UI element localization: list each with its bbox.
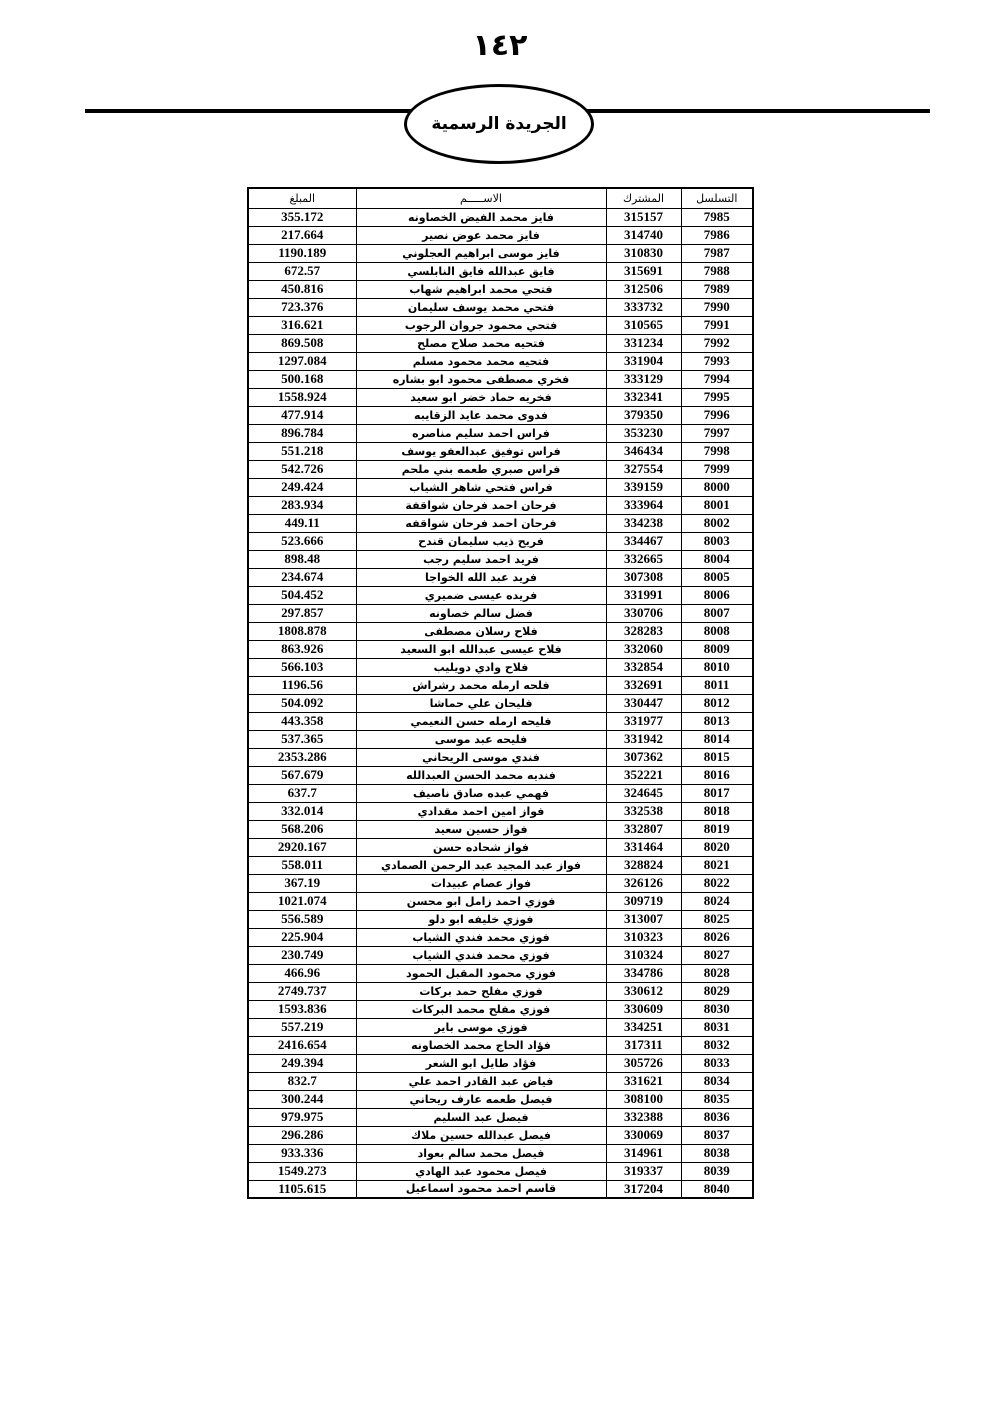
amount-cell: 2749.737	[248, 982, 356, 1000]
subscriber-cell: 331621	[606, 1072, 681, 1090]
serial-cell: 8015	[681, 748, 753, 766]
subscriber-cell: 331991	[606, 586, 681, 604]
amount-cell: 300.244	[248, 1090, 356, 1108]
table-row	[248, 694, 753, 712]
header-serial: التسلسل	[681, 188, 753, 208]
masthead-title: الجريدة الرسمية	[431, 114, 567, 134]
amount-cell: 896.784	[248, 424, 356, 442]
subscriber-cell: 333129	[606, 370, 681, 388]
name-cell: فليحه ارمله حسن النعيمي	[356, 712, 606, 730]
name-cell: فواز عبد المجيد عبد الرحمن الصمادي	[356, 856, 606, 874]
table-row	[248, 298, 753, 316]
name-cell: فوزي خليفه ابو دلو	[356, 910, 606, 928]
subscriber-cell: 330706	[606, 604, 681, 622]
serial-cell: 8032	[681, 1036, 753, 1054]
table-row	[248, 676, 753, 694]
name-cell: فوزي محمد فندي الشياب	[356, 946, 606, 964]
serial-cell: 7995	[681, 388, 753, 406]
amount-cell: 504.092	[248, 694, 356, 712]
serial-cell: 8025	[681, 910, 753, 928]
table-row	[248, 406, 753, 424]
amount-cell: 567.679	[248, 766, 356, 784]
amount-cell: 449.11	[248, 514, 356, 532]
amount-cell: 568.206	[248, 820, 356, 838]
subscriber-cell: 332538	[606, 802, 681, 820]
amount-cell: 863.926	[248, 640, 356, 658]
amount-cell: 296.286	[248, 1126, 356, 1144]
name-cell: فواز عصام عبيدات	[356, 874, 606, 892]
subscriber-cell: 331464	[606, 838, 681, 856]
subscriber-cell: 324645	[606, 784, 681, 802]
amount-cell: 1593.836	[248, 1000, 356, 1018]
name-cell: فراس فتحي شاهر الشياب	[356, 478, 606, 496]
subscriber-cell: 334251	[606, 1018, 681, 1036]
serial-cell: 8033	[681, 1054, 753, 1072]
serial-cell: 8037	[681, 1126, 753, 1144]
subscriber-cell: 317204	[606, 1180, 681, 1198]
serial-cell: 8005	[681, 568, 753, 586]
name-cell: فيصل محمد سالم بعواد	[356, 1144, 606, 1162]
name-cell: فهمي عبده صادق ناصيف	[356, 784, 606, 802]
serial-cell: 8009	[681, 640, 753, 658]
serial-cell: 8008	[681, 622, 753, 640]
name-cell: فخري مصطفى محمود ابو بشاره	[356, 370, 606, 388]
table-row	[248, 370, 753, 388]
amount-cell: 557.219	[248, 1018, 356, 1036]
name-cell: فنديه محمد الحسن العبدالله	[356, 766, 606, 784]
subscriber-cell: 332691	[606, 676, 681, 694]
table-row	[248, 1018, 753, 1036]
serial-cell: 8024	[681, 892, 753, 910]
subscriber-cell: 312506	[606, 280, 681, 298]
table-row	[248, 910, 753, 928]
table-row	[248, 1162, 753, 1180]
name-cell: فراس صبري طعمه بني ملحم	[356, 460, 606, 478]
subscriber-cell: 319337	[606, 1162, 681, 1180]
serial-cell: 8035	[681, 1090, 753, 1108]
subscriber-cell: 331234	[606, 334, 681, 352]
serial-cell: 8030	[681, 1000, 753, 1018]
subscriber-cell: 310830	[606, 244, 681, 262]
table-row	[248, 658, 753, 676]
subscriber-cell: 334238	[606, 514, 681, 532]
table-header-row	[248, 188, 753, 208]
amount-cell: 450.816	[248, 280, 356, 298]
subscriber-cell: 332665	[606, 550, 681, 568]
name-cell: فدوى محمد عايد الزقايبه	[356, 406, 606, 424]
amount-cell: 637.7	[248, 784, 356, 802]
amount-cell: 542.726	[248, 460, 356, 478]
subscriber-cell: 332388	[606, 1108, 681, 1126]
table-row	[248, 514, 753, 532]
name-cell: فتحيه محمد صلاح مصلح	[356, 334, 606, 352]
name-cell: فليحه عبد موسى	[356, 730, 606, 748]
amount-cell: 283.934	[248, 496, 356, 514]
name-cell: فايز محمد الفيض الخصاونه	[356, 208, 606, 226]
serial-cell: 8010	[681, 658, 753, 676]
serial-cell: 7999	[681, 460, 753, 478]
serial-cell: 8013	[681, 712, 753, 730]
table-row	[248, 1108, 753, 1126]
name-cell: فوزي موسى باير	[356, 1018, 606, 1036]
table-row	[248, 820, 753, 838]
table-row	[248, 622, 753, 640]
name-cell: فليحان علي حماشا	[356, 694, 606, 712]
serial-cell: 8029	[681, 982, 753, 1000]
table-row	[248, 442, 753, 460]
table-row	[248, 568, 753, 586]
name-cell: فلاح رسلان مصطفى	[356, 622, 606, 640]
amount-cell: 367.19	[248, 874, 356, 892]
amount-cell: 500.168	[248, 370, 356, 388]
name-cell: فيصل طعمه عارف ريحاني	[356, 1090, 606, 1108]
serial-cell: 8016	[681, 766, 753, 784]
serial-cell: 8001	[681, 496, 753, 514]
subscriber-cell: 328283	[606, 622, 681, 640]
name-cell: فضل سالم خصاونه	[356, 604, 606, 622]
amount-cell: 217.664	[248, 226, 356, 244]
subscriber-cell: 308100	[606, 1090, 681, 1108]
serial-cell: 8019	[681, 820, 753, 838]
subscriber-cell: 307308	[606, 568, 681, 586]
table-row	[248, 766, 753, 784]
subscriber-cell: 326126	[606, 874, 681, 892]
name-cell: فيصل محمود عبد الهادي	[356, 1162, 606, 1180]
name-cell: فريح ذيب سليمان قندح	[356, 532, 606, 550]
name-cell: فندي موسى الريحاني	[356, 748, 606, 766]
masthead-oval	[404, 84, 594, 164]
table-row	[248, 1072, 753, 1090]
table-row	[248, 802, 753, 820]
table-row	[248, 532, 753, 550]
amount-cell: 523.666	[248, 532, 356, 550]
table-row	[248, 550, 753, 568]
name-cell: فخريه حماد خضر ابو سعيد	[356, 388, 606, 406]
name-cell: فايق عبدالله فايق النابلسي	[356, 262, 606, 280]
table-row	[248, 928, 753, 946]
name-cell: فرحان احمد فرحان شواقفة	[356, 496, 606, 514]
name-cell: فتحي محمد يوسف سليمان	[356, 298, 606, 316]
table-row	[248, 352, 753, 370]
subscriber-cell: 313007	[606, 910, 681, 928]
amount-cell: 477.914	[248, 406, 356, 424]
amount-cell: 249.424	[248, 478, 356, 496]
subscriber-cell: 332341	[606, 388, 681, 406]
name-cell: فيصل عبد السليم	[356, 1108, 606, 1126]
name-cell: فراس احمد سليم مناصره	[356, 424, 606, 442]
name-cell: فراس توفيق عبدالعفو يوسف	[356, 442, 606, 460]
serial-cell: 8031	[681, 1018, 753, 1036]
subscriber-cell: 305726	[606, 1054, 681, 1072]
subscriber-cell: 332060	[606, 640, 681, 658]
amount-cell: 504.452	[248, 586, 356, 604]
subscriber-cell: 309719	[606, 892, 681, 910]
amount-cell: 832.7	[248, 1072, 356, 1090]
serial-cell: 8011	[681, 676, 753, 694]
subscriber-cell: 314740	[606, 226, 681, 244]
name-cell: فوزي محمد فندي الشياب	[356, 928, 606, 946]
amount-cell: 466.96	[248, 964, 356, 982]
table-row	[248, 262, 753, 280]
amount-cell: 979.975	[248, 1108, 356, 1126]
table-row	[248, 946, 753, 964]
amount-cell: 297.857	[248, 604, 356, 622]
serial-cell: 7993	[681, 352, 753, 370]
table-row	[248, 1036, 753, 1054]
subscriber-cell: 330612	[606, 982, 681, 1000]
table-row	[248, 478, 753, 496]
table-row	[248, 226, 753, 244]
table-row	[248, 964, 753, 982]
table-row	[248, 244, 753, 262]
serial-cell: 8017	[681, 784, 753, 802]
subscriber-cell: 333732	[606, 298, 681, 316]
table-row	[248, 712, 753, 730]
table-row	[248, 334, 753, 352]
subscriber-cell: 379350	[606, 406, 681, 424]
subscriber-cell: 332854	[606, 658, 681, 676]
subscriber-cell: 307362	[606, 748, 681, 766]
table-row	[248, 424, 753, 442]
serial-cell: 7985	[681, 208, 753, 226]
subscriber-cell: 331977	[606, 712, 681, 730]
subscriber-cell: 328824	[606, 856, 681, 874]
table-row	[248, 1054, 753, 1072]
name-cell: فريده عيسى ضميري	[356, 586, 606, 604]
amount-cell: 249.394	[248, 1054, 356, 1072]
amount-cell: 566.103	[248, 658, 356, 676]
name-cell: فواز امين احمد مقدادي	[356, 802, 606, 820]
subscriber-cell: 333964	[606, 496, 681, 514]
amount-cell: 723.376	[248, 298, 356, 316]
name-cell: فريد احمد سليم رجب	[356, 550, 606, 568]
subscriber-cell: 315157	[606, 208, 681, 226]
table-row	[248, 1090, 753, 1108]
name-cell: فلحه ارمله محمد رشراش	[356, 676, 606, 694]
name-cell: فتحي محمد ابراهيم شهاب	[356, 280, 606, 298]
amount-cell: 2353.286	[248, 748, 356, 766]
name-cell: فوزي مفلح محمد البركات	[356, 1000, 606, 1018]
serial-cell: 8038	[681, 1144, 753, 1162]
page-number: ١٤٢	[472, 28, 528, 63]
serial-cell: 8007	[681, 604, 753, 622]
amount-cell: 1297.084	[248, 352, 356, 370]
table-row	[248, 838, 753, 856]
amount-cell: 234.674	[248, 568, 356, 586]
name-cell: قاسم احمد محمود اسماعيل	[356, 1180, 606, 1198]
subscriber-cell: 334786	[606, 964, 681, 982]
name-cell: فياض عبد القادر احمد علي	[356, 1072, 606, 1090]
name-cell: فلاح وادي دويليب	[356, 658, 606, 676]
name-cell: فواز شحاده حسن	[356, 838, 606, 856]
amount-cell: 551.218	[248, 442, 356, 460]
amount-cell: 355.172	[248, 208, 356, 226]
serial-cell: 8014	[681, 730, 753, 748]
serial-cell: 8036	[681, 1108, 753, 1126]
amount-cell: 672.57	[248, 262, 356, 280]
table-row	[248, 586, 753, 604]
subscriber-cell: 330069	[606, 1126, 681, 1144]
amount-cell: 230.749	[248, 946, 356, 964]
name-cell: فلاح عيسى عبدالله ابو السعيد	[356, 640, 606, 658]
serial-cell: 8020	[681, 838, 753, 856]
serial-cell: 7997	[681, 424, 753, 442]
table-row	[248, 640, 753, 658]
amount-cell: 2416.654	[248, 1036, 356, 1054]
amount-cell: 1558.924	[248, 388, 356, 406]
table-row	[248, 982, 753, 1000]
name-cell: فايز محمد عوض نصير	[356, 226, 606, 244]
serial-cell: 7986	[681, 226, 753, 244]
serial-cell: 7991	[681, 316, 753, 334]
name-cell: فتحي محمود جروان الرجوب	[356, 316, 606, 334]
table-row	[248, 874, 753, 892]
subscriber-cell: 315691	[606, 262, 681, 280]
subscriber-cell: 353230	[606, 424, 681, 442]
table-row	[248, 748, 753, 766]
subscriber-cell: 331904	[606, 352, 681, 370]
header-name: الاســـــم	[356, 188, 606, 208]
serial-cell: 8021	[681, 856, 753, 874]
amount-cell: 225.904	[248, 928, 356, 946]
table-row	[248, 1000, 753, 1018]
name-cell: فواز حسين سعيد	[356, 820, 606, 838]
serial-cell: 8022	[681, 874, 753, 892]
name-cell: فايز موسى ابراهيم العجلوني	[356, 244, 606, 262]
serial-cell: 8034	[681, 1072, 753, 1090]
serial-cell: 8039	[681, 1162, 753, 1180]
serial-cell: 8026	[681, 928, 753, 946]
subscriber-cell: 331942	[606, 730, 681, 748]
subscriber-cell: 330447	[606, 694, 681, 712]
table-row	[248, 856, 753, 874]
amount-cell: 2920.167	[248, 838, 356, 856]
table-row	[248, 460, 753, 478]
subscriber-cell: 332807	[606, 820, 681, 838]
name-cell: فؤاد الحاج محمد الخصاونه	[356, 1036, 606, 1054]
table-row	[248, 730, 753, 748]
serial-cell: 8018	[681, 802, 753, 820]
amount-cell: 869.508	[248, 334, 356, 352]
amount-cell: 1549.273	[248, 1162, 356, 1180]
amount-cell: 443.358	[248, 712, 356, 730]
amount-cell: 1808.878	[248, 622, 356, 640]
name-cell: فرحان احمد فرحان شواقفه	[356, 514, 606, 532]
serial-cell: 7994	[681, 370, 753, 388]
table-row	[248, 1126, 753, 1144]
amount-cell: 316.621	[248, 316, 356, 334]
subscriber-cell: 310324	[606, 946, 681, 964]
serial-cell: 7998	[681, 442, 753, 460]
serial-cell: 7988	[681, 262, 753, 280]
subscriber-cell: 334467	[606, 532, 681, 550]
header-subscriber: المشترك	[606, 188, 681, 208]
ledger-table	[247, 187, 754, 1199]
subscriber-cell: 346434	[606, 442, 681, 460]
table-row	[248, 388, 753, 406]
name-cell: فوزي محمود المقبل الحمود	[356, 964, 606, 982]
serial-cell: 8012	[681, 694, 753, 712]
amount-cell: 898.48	[248, 550, 356, 568]
table-row	[248, 604, 753, 622]
subscriber-cell: 317311	[606, 1036, 681, 1054]
table-row	[248, 316, 753, 334]
serial-cell: 7992	[681, 334, 753, 352]
table-row	[248, 280, 753, 298]
amount-cell: 933.336	[248, 1144, 356, 1162]
serial-cell: 8004	[681, 550, 753, 568]
header-amount: المبلغ	[248, 188, 356, 208]
table-body	[248, 208, 753, 1198]
amount-cell: 556.589	[248, 910, 356, 928]
subscriber-cell: 352221	[606, 766, 681, 784]
name-cell: فوزي مفلح حمد بركات	[356, 982, 606, 1000]
serial-cell: 7989	[681, 280, 753, 298]
amount-cell: 1190.189	[248, 244, 356, 262]
subscriber-cell: 327554	[606, 460, 681, 478]
table-row	[248, 496, 753, 514]
name-cell: فريد عبد الله الخواجا	[356, 568, 606, 586]
amount-cell: 1105.615	[248, 1180, 356, 1198]
serial-cell: 7987	[681, 244, 753, 262]
serial-cell: 7996	[681, 406, 753, 424]
name-cell: فؤاد طايل ابو الشعر	[356, 1054, 606, 1072]
table-row	[248, 208, 753, 226]
subscriber-cell: 314961	[606, 1144, 681, 1162]
serial-cell: 8006	[681, 586, 753, 604]
amount-cell: 1196.56	[248, 676, 356, 694]
serial-cell: 8000	[681, 478, 753, 496]
serial-cell: 7990	[681, 298, 753, 316]
subscriber-cell: 310323	[606, 928, 681, 946]
table-row	[248, 892, 753, 910]
name-cell: فوزي احمد زامل ابو محسن	[356, 892, 606, 910]
serial-cell: 8003	[681, 532, 753, 550]
table-row	[248, 1144, 753, 1162]
amount-cell: 332.014	[248, 802, 356, 820]
subscriber-cell: 339159	[606, 478, 681, 496]
table-row	[248, 784, 753, 802]
amount-cell: 558.011	[248, 856, 356, 874]
subscriber-cell: 310565	[606, 316, 681, 334]
subscriber-cell: 330609	[606, 1000, 681, 1018]
table-row	[248, 1180, 753, 1198]
serial-cell: 8002	[681, 514, 753, 532]
serial-cell: 8027	[681, 946, 753, 964]
name-cell: فيصل عبدالله حسين ملاك	[356, 1126, 606, 1144]
name-cell: فتحيه محمد محمود مسلم	[356, 352, 606, 370]
serial-cell: 8028	[681, 964, 753, 982]
serial-cell: 8040	[681, 1180, 753, 1198]
amount-cell: 537.365	[248, 730, 356, 748]
amount-cell: 1021.074	[248, 892, 356, 910]
